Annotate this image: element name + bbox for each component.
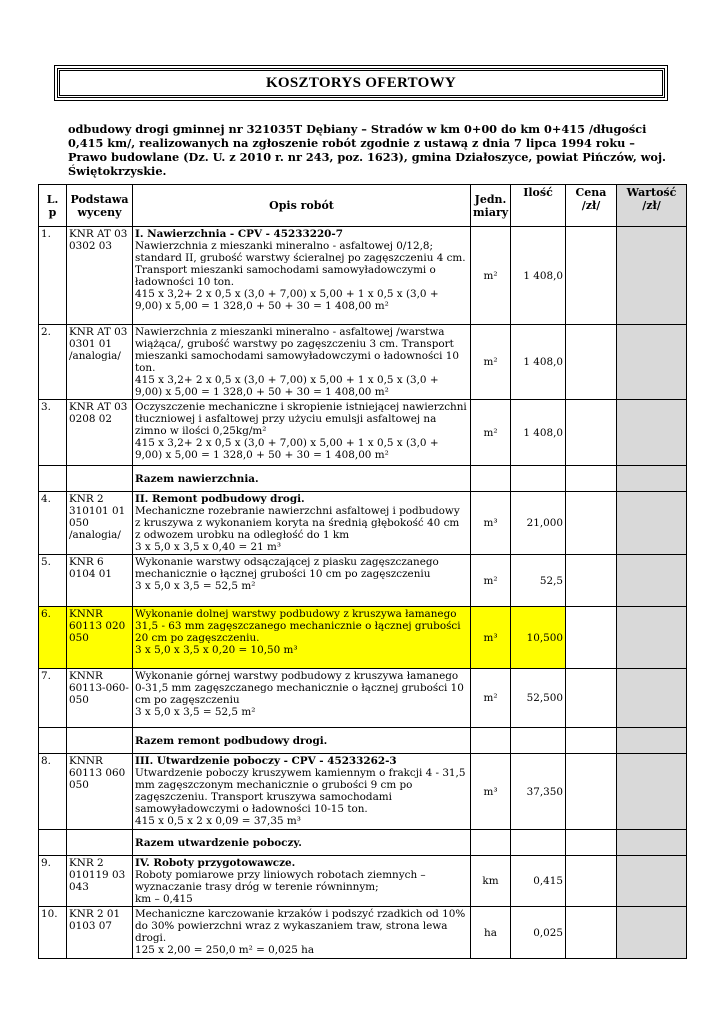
row-value: [617, 607, 687, 669]
row-price: [566, 227, 617, 325]
header-unit: Jedn. miary: [471, 185, 511, 227]
description-text: Oczyszczenie mechaniczne i skropienie istniejącej nawierzchni tłuczniowej i asfaltowej przy użyciu emulsji asfaltowej na zimno w ilości 0,25kg/m²: [135, 401, 467, 437]
summary-unit: [471, 466, 511, 492]
description-text: Mechaniczne rozebranie nawierzchni asfaltowej i podbudowy z kruszywa z wykonaniem koryta na średnią głębokość 40 cm z odwozem urobku na odległość do 1 km: [135, 505, 460, 541]
row-lp: 3.: [39, 400, 67, 466]
row-qty: 1 408,0: [511, 400, 566, 466]
calculation-text: 3 x 5,0 x 3,5 = 52,5 m²: [135, 706, 256, 718]
header-desc: Opis robót: [133, 185, 471, 227]
row-base: KNNR 60113-060-050: [67, 669, 133, 728]
row-lp: 7.: [39, 669, 67, 728]
summary-value: [617, 728, 687, 754]
header-qty: Ilość: [511, 185, 566, 227]
summary-base: [67, 466, 133, 492]
row-description: [133, 754, 471, 830]
summary-base: [67, 728, 133, 754]
table-row: [39, 754, 687, 830]
summary-lp: [39, 728, 67, 754]
description-text: Wykonanie górnej warstwy podbudowy z kruszywa łamanego 0-31,5 mm zagęszczanego mechanicznie o łącznej grubości 10 cm po zagęszczeniu: [135, 670, 464, 706]
calculation-text: 415 x 0,5 x 2 x 0,09 = 37,35 m³: [135, 815, 301, 827]
row-lp: 9.: [39, 856, 67, 907]
description-text: Wykonanie dolnej warstwy podbudowy z kruszywa łamanego 31,5 - 63 mm zagęszczanego mechanicznie o łącznej grubości 20 cm po zagęszczeniu.: [135, 608, 461, 644]
summary-qty: [511, 466, 566, 492]
row-lp: 5.: [39, 555, 67, 607]
summary-price: [566, 466, 617, 492]
calculation-text: km – 0,415: [135, 893, 193, 905]
row-base: KNR 2 01 0103 07: [67, 907, 133, 959]
document-title: KOSZTORYS OFERTOWY: [265, 75, 457, 91]
row-unit: m²: [471, 400, 511, 466]
title-box: [57, 68, 665, 98]
row-qty: 1 408,0: [511, 325, 566, 400]
calculation-text: 415 x 3,2+ 2 x 0,5 x (3,0 + 7,00) x 5,00 + 1 x 0,5 x (3,0 + 9,00) x 5,00 = 1 328,0 + 50 + 30 = 1 408,00 m²: [135, 437, 439, 461]
table-row: [39, 227, 687, 325]
row-description: [133, 669, 471, 728]
row-description: [133, 492, 471, 555]
calculation-text: 415 x 3,2+ 2 x 0,5 x (3,0 + 7,00) x 5,00 + 1 x 0,5 x (3,0 + 9,00) x 5,00 = 1 328,0 + 50 + 30 = 1 408,00 m²: [135, 288, 439, 312]
row-base: KNR AT 03 0301 01 /analogia/: [67, 325, 133, 400]
table-row: [39, 607, 687, 669]
table-row: [39, 856, 687, 907]
table-row: [39, 492, 687, 555]
row-qty: 37,350: [511, 754, 566, 830]
row-value: [617, 227, 687, 325]
row-unit: m³: [471, 607, 511, 669]
table-row: [39, 555, 687, 607]
row-value: [617, 400, 687, 466]
section-title: II. Remont podbudowy drogi.: [135, 493, 305, 505]
summary-row: [39, 728, 687, 754]
row-value: [617, 325, 687, 400]
estimate-table: [38, 184, 687, 959]
row-unit: m³: [471, 492, 511, 555]
row-value: [617, 856, 687, 907]
table-row: [39, 400, 687, 466]
row-lp: 4.: [39, 492, 67, 555]
summary-row: [39, 466, 687, 492]
row-base: KNR 2 010119 03 043: [67, 856, 133, 907]
row-value: [617, 492, 687, 555]
header-price: Cena /zł/: [566, 185, 617, 227]
summary-row: [39, 830, 687, 856]
table-row: [39, 669, 687, 728]
row-unit: ha: [471, 907, 511, 959]
summary-unit: [471, 728, 511, 754]
summary-qty: [511, 728, 566, 754]
row-unit: m²: [471, 669, 511, 728]
section-title: III. Utwardzenie poboczy - CPV - 45233262-3: [135, 755, 397, 767]
row-qty: 52,500: [511, 669, 566, 728]
summary-price: [566, 830, 617, 856]
summary-label: Razem remont podbudowy drogi.: [133, 728, 471, 754]
description-text: Nawierzchnia z mieszanki mineralno - asfaltowej /warstwa wiążąca/, grubość warstwy po zagęszczeniu 3 cm. Transport mieszanki samochodami samowyładowczymi o ładowności 10 ton.: [135, 326, 459, 374]
row-unit: m²: [471, 555, 511, 607]
row-value: [617, 669, 687, 728]
description-text: Mechaniczne karczowanie krzaków i podszyć rzadkich od 10% do 30% powierzchni wraz z wykaszaniem traw, strona lewa drogi.: [135, 908, 466, 944]
row-base: KNR AT 03 0208 02: [67, 400, 133, 466]
row-lp: 1.: [39, 227, 67, 325]
row-description: [133, 607, 471, 669]
section-title: IV. Roboty przygotowawcze.: [135, 857, 296, 869]
table-row: [39, 907, 687, 959]
row-qty: 10,500: [511, 607, 566, 669]
row-value: [617, 754, 687, 830]
row-base: KNNR 60113 020 050: [67, 607, 133, 669]
description-text: Roboty pomiarowe przy liniowych robotach ziemnych – wyznaczanie trasy dróg w terenie równinnym;: [135, 869, 426, 893]
summary-lp: [39, 466, 67, 492]
description-text: Utwardzenie poboczy kruszywem kamiennym o frakcji 4 - 31,5 mm zagęszczonym mechanicznie o grubości 9 cm po zagęszczeniu. Transport kruszywa samochodami samowyładowczymi o ładowności 10-15 ton.: [135, 767, 466, 815]
row-lp: 2.: [39, 325, 67, 400]
row-qty: 0,415: [511, 856, 566, 907]
row-lp: 8.: [39, 754, 67, 830]
summary-label: Razem nawierzchnia.: [133, 466, 471, 492]
row-price: [566, 555, 617, 607]
summary-price: [566, 728, 617, 754]
summary-unit: [471, 830, 511, 856]
summary-qty: [511, 830, 566, 856]
row-unit: km: [471, 856, 511, 907]
row-unit: m³: [471, 754, 511, 830]
row-description: [133, 555, 471, 607]
header-row: [39, 185, 687, 227]
header-lp: L. p: [39, 185, 67, 227]
row-price: [566, 754, 617, 830]
description-text: Wykonanie warstwy odsączającej z piasku zagęszczanego mechanicznie o łącznej grubości 10 cm po zagęszczeniu: [135, 556, 439, 580]
row-price: [566, 400, 617, 466]
row-price: [566, 907, 617, 959]
row-price: [566, 325, 617, 400]
row-base: KNR AT 03 0302 03: [67, 227, 133, 325]
section-title: I. Nawierzchnia - CPV - 45233220-7: [135, 228, 343, 240]
row-description: [133, 907, 471, 959]
summary-lp: [39, 830, 67, 856]
row-price: [566, 492, 617, 555]
table-row: [39, 325, 687, 400]
header-value: Wartość /zł/: [617, 185, 687, 227]
summary-label: Razem utwardzenie poboczy.: [133, 830, 471, 856]
calculation-text: 3 x 5,0 x 3,5 x 0,40 = 21 m³: [135, 541, 282, 553]
row-unit: m²: [471, 325, 511, 400]
row-lp: 10.: [39, 907, 67, 959]
intro-paragraph: odbudowy drogi gminnej nr 321035T Dębiany – Stradów w km 0+00 do km 0+415 /długości 0,415 km/, realizowanych na zgłoszenie robót zgodnie z ustawą z dnia 7 lipca 1994 roku – Prawo budowlane (Dz. U. z 2010 r. nr 243, poz. 1623), gmina Działoszyce, powiat Pińczów, woj. Świętokrzyskie.: [68, 122, 666, 178]
row-lp: 6.: [39, 607, 67, 669]
row-price: [566, 856, 617, 907]
description-text: Nawierzchnia z mieszanki mineralno - asfaltowej 0/12,8; standard II, grubość warstwy ścieralnej po zagęszczeniu 4 cm. Transport mieszanki samochodami samowyładowczymi o ładowności 10 ton.: [135, 240, 466, 288]
row-base: KNR 2 310101 01 050 /analogia/: [67, 492, 133, 555]
calculation-text: 3 x 5,0 x 3,5 x 0,20 = 10,50 m³: [135, 644, 298, 656]
summary-base: [67, 830, 133, 856]
row-qty: 0,025: [511, 907, 566, 959]
row-value: [617, 555, 687, 607]
summary-value: [617, 830, 687, 856]
calculation-text: 415 x 3,2+ 2 x 0,5 x (3,0 + 7,00) x 5,00 + 1 x 0,5 x (3,0 + 9,00) x 5,00 = 1 328,0 + 50 + 30 = 1 408,00 m²: [135, 374, 439, 398]
calculation-text: 3 x 5,0 x 3,5 = 52,5 m²: [135, 580, 256, 592]
row-value: [617, 907, 687, 959]
row-qty: 52,5: [511, 555, 566, 607]
row-qty: 1 408,0: [511, 227, 566, 325]
row-base: KNR 6 0104 01: [67, 555, 133, 607]
row-base: KNNR 60113 060 050: [67, 754, 133, 830]
row-qty: 21,000: [511, 492, 566, 555]
summary-value: [617, 466, 687, 492]
row-price: [566, 607, 617, 669]
row-description: [133, 325, 471, 400]
row-unit: m²: [471, 227, 511, 325]
calculation-text: 125 x 2,00 = 250,0 m² = 0,025 ha: [135, 944, 315, 956]
header-base: Podstawa wyceny: [67, 185, 133, 227]
row-description: [133, 856, 471, 907]
row-price: [566, 669, 617, 728]
row-description: [133, 400, 471, 466]
row-description: [133, 227, 471, 325]
